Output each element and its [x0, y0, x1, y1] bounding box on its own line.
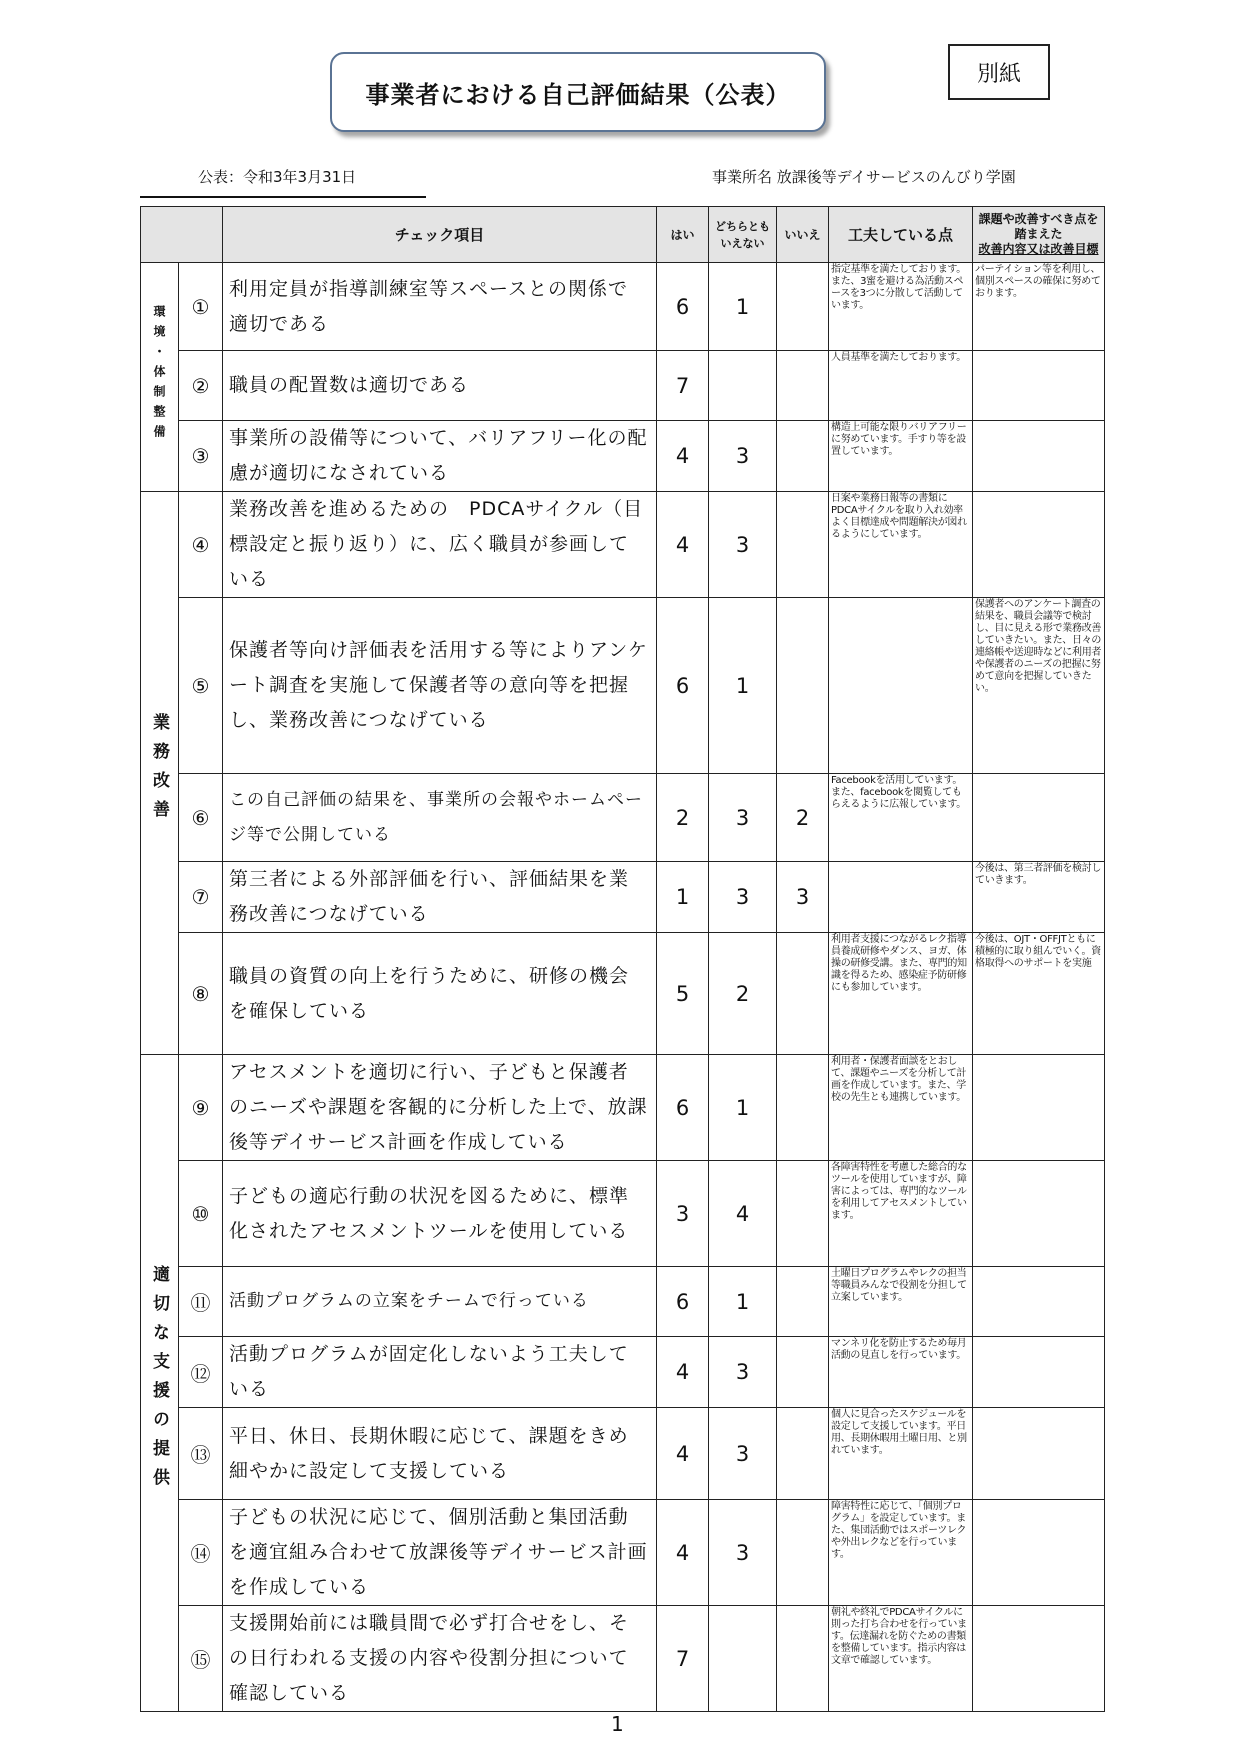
no-count: [777, 1267, 829, 1337]
row-number: ⑤: [179, 598, 223, 774]
no-count: [777, 1606, 829, 1712]
neutral-count: [709, 1606, 777, 1712]
efforts-note: マンネリ化を防止するため毎月活動の見直しを行っています。: [829, 1337, 973, 1408]
efforts-note: [829, 598, 973, 774]
office-name: 事業所名 放課後等デイサービスのんびり学園: [712, 168, 1016, 186]
header-blank: [141, 207, 223, 263]
efforts-note: 各障害特性を考慮した総合的なツールを使用していますが、障害によっては、専門的なツールを利用してアセスメントしています。: [829, 1161, 973, 1267]
check-item-text: 活動プログラムの立案をチームで行っている: [223, 1267, 657, 1337]
improvement-note: [973, 774, 1105, 862]
yes-count: 6: [657, 598, 709, 774]
check-item-text: 平日、休日、長期休暇に応じて、課題をきめ細やかに設定して支援している: [223, 1408, 657, 1500]
neutral-count: 1: [709, 263, 777, 351]
header-neutral: [709, 207, 777, 263]
improvement-note: [973, 1055, 1105, 1161]
efforts-note: 利用者支援につながるレク指導員養成研修やダンス、ヨガ、体操の研修受講。また、専門的知識を得るため、感染症予防研修にも参加しています。: [829, 933, 973, 1055]
yes-count: 4: [657, 492, 709, 598]
table-row: [141, 421, 1105, 492]
check-item-text: 事業所の設備等について、バリアフリー化の配慮が適切になされている: [223, 421, 657, 492]
row-number: ①: [179, 263, 223, 351]
check-item-text: 利用定員が指導訓練室等スペースとの関係で適切である: [223, 263, 657, 351]
row-number: ⑨: [179, 1055, 223, 1161]
yes-count: 7: [657, 351, 709, 421]
no-count: [777, 1161, 829, 1267]
efforts-note: 個人に見合ったスケジュールを設定して支援しています。平日用、長期休暇用土曜日用、と別れています。: [829, 1408, 973, 1500]
row-number: ⑧: [179, 933, 223, 1055]
yes-count: 4: [657, 1500, 709, 1606]
header-improvement: [973, 207, 1105, 263]
yes-count: 7: [657, 1606, 709, 1712]
no-count: 2: [777, 774, 829, 862]
neutral-count: 3: [709, 1500, 777, 1606]
no-count: [777, 933, 829, 1055]
table-row: [141, 933, 1105, 1055]
row-number: ⑥: [179, 774, 223, 862]
header-efforts: 工夫している点: [829, 207, 973, 263]
efforts-note: 人員基準を満たしております。: [829, 351, 973, 421]
header-yes: はい: [657, 207, 709, 263]
table-row: [141, 862, 1105, 933]
table-row: [141, 598, 1105, 774]
header-no: いいえ: [777, 207, 829, 263]
improvement-note: [973, 1408, 1105, 1500]
efforts-note: 構造上可能な限りバリアフリーに努めています。手すり等を設置しています。: [829, 421, 973, 492]
efforts-note: 利用者・保護者面談をとおして、課題やニーズを分析して計画を作成しています。また、学校の先生とも連携しています。: [829, 1055, 973, 1161]
efforts-note: 土曜日プログラムやレクの担当等職員みんなで役割を分担して立案しています。: [829, 1267, 973, 1337]
improvement-note: [973, 1500, 1105, 1606]
check-item-text: この自己評価の結果を、事業所の会報やホームページ等で公開している: [223, 774, 657, 862]
row-number: ③: [179, 421, 223, 492]
category-support: 適切な支援の提供: [141, 1055, 179, 1712]
evaluation-table: [140, 206, 1105, 1712]
no-count: [777, 492, 829, 598]
row-number: ④: [179, 492, 223, 598]
yes-count: 4: [657, 421, 709, 492]
page-title: 事業者における自己評価結果（公表）: [330, 52, 826, 132]
row-number: ⑮: [179, 1606, 223, 1712]
table-row: [141, 492, 1105, 598]
efforts-note: 朝礼や終礼でPDCAサイクルに則った打ち合わせを行っています。伝達漏れを防ぐための書類を整備しています。指示内容は文章で確認しています。: [829, 1606, 973, 1712]
neutral-count: 3: [709, 862, 777, 933]
neutral-count: [709, 351, 777, 421]
header-neutral-line1: どちらとも: [715, 219, 770, 233]
improvement-note: 保護者へのアンケート調査の結果を、職員会議等で検討し、目に見える形で業務改善していきたい。また、日々の連絡帳や送迎時などに利用者や保護者のニーズの把握に努めて意向を把握していきたい。: [973, 598, 1105, 774]
improvement-note: 今後は、OJT・OFFJTともに積極的に取り組んでいく。資格取得へのサポートを実施: [973, 933, 1105, 1055]
no-count: [777, 351, 829, 421]
no-count: [777, 1055, 829, 1161]
table-row: [141, 1055, 1105, 1161]
efforts-note: 日案や業務日報等の書類にPDCAサイクルを取り入れ効率よく目標達成や問題解決が図れるようにしています。: [829, 492, 973, 598]
table-row: [141, 1337, 1105, 1408]
no-count: [777, 263, 829, 351]
check-item-text: 第三者による外部評価を行い、評価結果を業務改善につなげている: [223, 862, 657, 933]
yes-count: 6: [657, 1267, 709, 1337]
neutral-count: 3: [709, 492, 777, 598]
improvement-note: 今後は、第三者評価を検討していきます。: [973, 862, 1105, 933]
efforts-note: Facebookを活用しています。また、facebookを閲覧してもらえるように広報しています。: [829, 774, 973, 862]
check-item-text: 子どもの状況に応じて、個別活動と集団活動を適宜組み合わせて放課後等デイサービス計画を作成している: [223, 1500, 657, 1606]
improvement-note: [973, 351, 1105, 421]
check-item-text: 職員の資質の向上を行うために、研修の機会を確保している: [223, 933, 657, 1055]
neutral-count: 3: [709, 1408, 777, 1500]
table-row: [141, 1500, 1105, 1606]
row-number: ⑬: [179, 1408, 223, 1500]
check-item-text: 活動プログラムが固定化しないよう工夫している: [223, 1337, 657, 1408]
attachment-label: 別紙: [948, 44, 1050, 100]
row-number: ⑩: [179, 1161, 223, 1267]
neutral-count: 1: [709, 1055, 777, 1161]
yes-count: 1: [657, 862, 709, 933]
table-row: [141, 774, 1105, 862]
neutral-count: 1: [709, 598, 777, 774]
row-number: ②: [179, 351, 223, 421]
table-row: [141, 1161, 1105, 1267]
no-count: [777, 598, 829, 774]
yes-count: 6: [657, 263, 709, 351]
publish-date-underline: [140, 196, 426, 198]
check-item-text: 業務改善を進めるための PDCAサイクル（目標設定と振り返り）に、広く職員が参画している: [223, 492, 657, 598]
check-item-text: 子どもの適応行動の状況を図るために、標準化されたアセスメントツールを使用している: [223, 1161, 657, 1267]
neutral-count: 2: [709, 933, 777, 1055]
page-number: 1: [611, 1712, 624, 1736]
improvement-note: [973, 421, 1105, 492]
neutral-count: 3: [709, 421, 777, 492]
publish-date: 公表：令和3年3月31日: [198, 168, 357, 186]
yes-count: 6: [657, 1055, 709, 1161]
check-item-text: 職員の配置数は適切である: [223, 351, 657, 421]
table-row: [141, 1267, 1105, 1337]
header-neutral-line2: いえない: [720, 236, 765, 250]
header-improvement-line3: 改善内容又は改善目標: [978, 242, 1099, 256]
check-item-text: 支援開始前には職員間で必ず打合せをし、その日行われる支援の内容や役割分担について確認している: [223, 1606, 657, 1712]
improvement-note: [973, 1606, 1105, 1712]
improvement-note: パーテイション等を利用し、個別スペースの確保に努めております。: [973, 263, 1105, 351]
yes-count: 4: [657, 1408, 709, 1500]
table-row: [141, 263, 1105, 351]
neutral-count: 1: [709, 1267, 777, 1337]
yes-count: 2: [657, 774, 709, 862]
no-count: [777, 1500, 829, 1606]
efforts-note: 指定基準を満たしております。また、3蜜を避ける為活動スペースを3つに分散して活動しています。: [829, 263, 973, 351]
neutral-count: 3: [709, 1337, 777, 1408]
no-count: [777, 421, 829, 492]
no-count: 3: [777, 862, 829, 933]
improvement-note: [973, 1161, 1105, 1267]
row-number: ⑦: [179, 862, 223, 933]
category-environment: 環境・体制整備: [141, 263, 179, 492]
improvement-note: [973, 1337, 1105, 1408]
neutral-count: 4: [709, 1161, 777, 1267]
efforts-note: 障害特性に応じて、「個別プログラム」を設定しています。また、集団活動ではスポーツレクや外出レクなどを行っています。: [829, 1500, 973, 1606]
efforts-note: [829, 862, 973, 933]
row-number: ⑭: [179, 1500, 223, 1606]
row-number: ⑪: [179, 1267, 223, 1337]
category-business: 業務改善: [141, 492, 179, 1055]
check-item-text: アセスメントを適切に行い、子どもと保護者のニーズや課題を客観的に分析した上で、放課後等デイサービス計画を作成している: [223, 1055, 657, 1161]
row-number: ⑫: [179, 1337, 223, 1408]
header-improvement-line2: 踏まえた: [1014, 227, 1063, 241]
yes-count: 4: [657, 1337, 709, 1408]
no-count: [777, 1408, 829, 1500]
no-count: [777, 1337, 829, 1408]
yes-count: 3: [657, 1161, 709, 1267]
table-row: [141, 1606, 1105, 1712]
table-row: [141, 1408, 1105, 1500]
improvement-note: [973, 492, 1105, 598]
neutral-count: 3: [709, 774, 777, 862]
table-header-row: [141, 207, 1105, 263]
yes-count: 5: [657, 933, 709, 1055]
check-item-text: 保護者等向け評価表を活用する等によりアンケート調査を実施して保護者等の意向等を把握し、業務改善につなげている: [223, 598, 657, 774]
header-check-item: チェック項目: [223, 207, 657, 263]
table-row: [141, 351, 1105, 421]
header-improvement-line1: 課題や改善すべき点を: [978, 212, 1099, 226]
improvement-note: [973, 1267, 1105, 1337]
